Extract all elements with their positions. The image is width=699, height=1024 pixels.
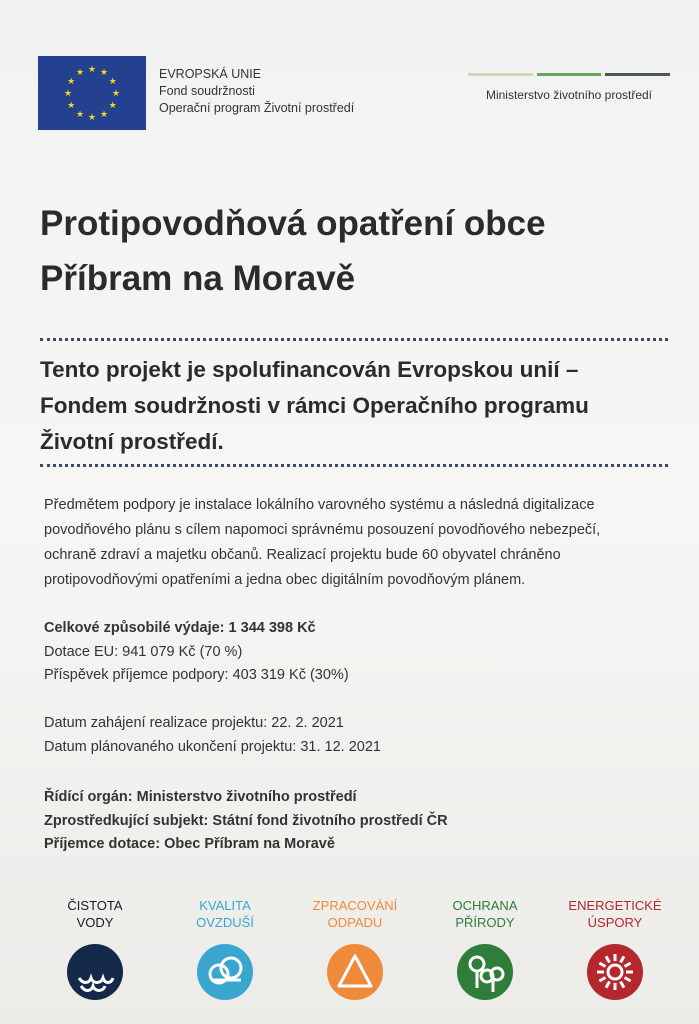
bodies — [44, 786, 448, 857]
eu-line: Operační program Životní prostředí — [159, 101, 355, 115]
theme-icon-item — [165, 897, 285, 1000]
ministry-label: Ministerstvo životního prostředí — [485, 88, 653, 102]
theme-icon-item — [555, 897, 675, 1000]
eu-line: EVROPSKÁ UNIE — [159, 67, 262, 81]
svg-text:★: ★ — [99, 67, 109, 78]
theme-label: ČISTOTA — [67, 898, 123, 913]
dotted-divider — [40, 464, 668, 467]
svg-text:★: ★ — [63, 88, 73, 98]
theme-icon-item — [425, 897, 545, 1000]
recipient-contribution: Příspěvek příjemce podpory: 403 319 Kč (30%) — [44, 667, 349, 683]
subtitle-line: Fondem soudržnosti v rámci Operačního programu — [40, 393, 589, 418]
dates — [44, 712, 381, 759]
grant-recipient: Příjemce dotace: Obec Příbram na Moravě — [44, 836, 335, 852]
theme-label: VODY — [76, 915, 114, 930]
triangle-icon — [327, 944, 383, 1000]
theme-label: OVZDUŠÍ — [196, 915, 254, 930]
water-icon — [67, 944, 123, 1000]
theme-label: ÚSPORY — [587, 915, 643, 930]
subtitle — [40, 352, 589, 460]
managing-authority: Řídící orgán: Ministerstvo životního prostředí — [44, 789, 357, 805]
theme-label: KVALITA — [199, 898, 251, 913]
theme-label: PŘÍRODY — [455, 915, 515, 930]
svg-text:★: ★ — [67, 100, 76, 110]
svg-text:★: ★ — [111, 88, 121, 98]
eu-fund-text — [159, 66, 354, 117]
subtitle-line: Tento projekt je spolufinancován Evropskou unií – — [40, 357, 579, 382]
theme-label: ZPRACOVÁNÍ — [312, 898, 398, 913]
svg-text:★: ★ — [108, 76, 117, 86]
description-line: Předmětem podpory je instalace lokálního varovného systému a následná digitalizace — [44, 497, 595, 513]
description-line: ochraně zdraví a majetku občanů. Realizací projektu bude 60 obyvatel chráněno — [44, 547, 561, 563]
svg-text:★: ★ — [75, 67, 85, 78]
svg-text:★: ★ — [87, 64, 97, 74]
theme-label: ENERGETICKÉ — [568, 898, 662, 913]
theme-icon-item — [35, 897, 155, 1000]
svg-text:★: ★ — [108, 100, 117, 110]
svg-text:★: ★ — [87, 112, 97, 122]
page-title — [40, 196, 546, 306]
theme-label: ODPADU — [327, 915, 383, 930]
description-line: povodňového plánu s cílem napomoci správnému posouzení povodňového nebezpečí, — [44, 522, 601, 538]
eu-grant: Dotace EU: 941 079 Kč (70 %) — [44, 643, 243, 660]
description-line: protipovodňovými opatřeními a jedna obec digitálním povodňovým plánem. — [44, 572, 526, 588]
cloud-icon — [197, 944, 253, 1000]
ministry-bar — [605, 73, 670, 76]
theme-label: OCHRANA — [452, 898, 518, 913]
subtitle-line: Životní prostředí. — [40, 429, 224, 454]
costs — [44, 617, 349, 688]
svg-text:★: ★ — [67, 76, 76, 86]
sun-icon — [587, 944, 643, 1000]
end-date: Datum plánovaného ukončení projektu: 31. 12. 2021 — [44, 738, 381, 755]
svg-text:★: ★ — [75, 108, 85, 119]
ministry-logo — [468, 73, 670, 102]
ministry-bar — [468, 73, 533, 76]
title-line: Příbram na Moravě — [40, 259, 356, 298]
svg-text:★: ★ — [99, 108, 109, 119]
start-date: Datum zahájení realizace projektu: 22. 2. 2021 — [44, 715, 344, 731]
intermediate-body: Zprostředkující subjekt: Státní fond životního prostředí ČR — [44, 812, 448, 829]
theme-icon-item — [295, 897, 415, 1000]
title-line: Protipovodňová opatření obce — [40, 204, 546, 243]
trees-icon — [457, 944, 513, 1000]
eu-line: Fond soudržnosti — [159, 84, 255, 98]
description — [44, 493, 674, 593]
ministry-bar — [537, 73, 602, 76]
eu-flag-logo — [38, 56, 146, 130]
dotted-divider — [40, 338, 668, 341]
total-cost: Celkové způsobilé výdaje: 1 344 398 Kč — [44, 620, 316, 636]
